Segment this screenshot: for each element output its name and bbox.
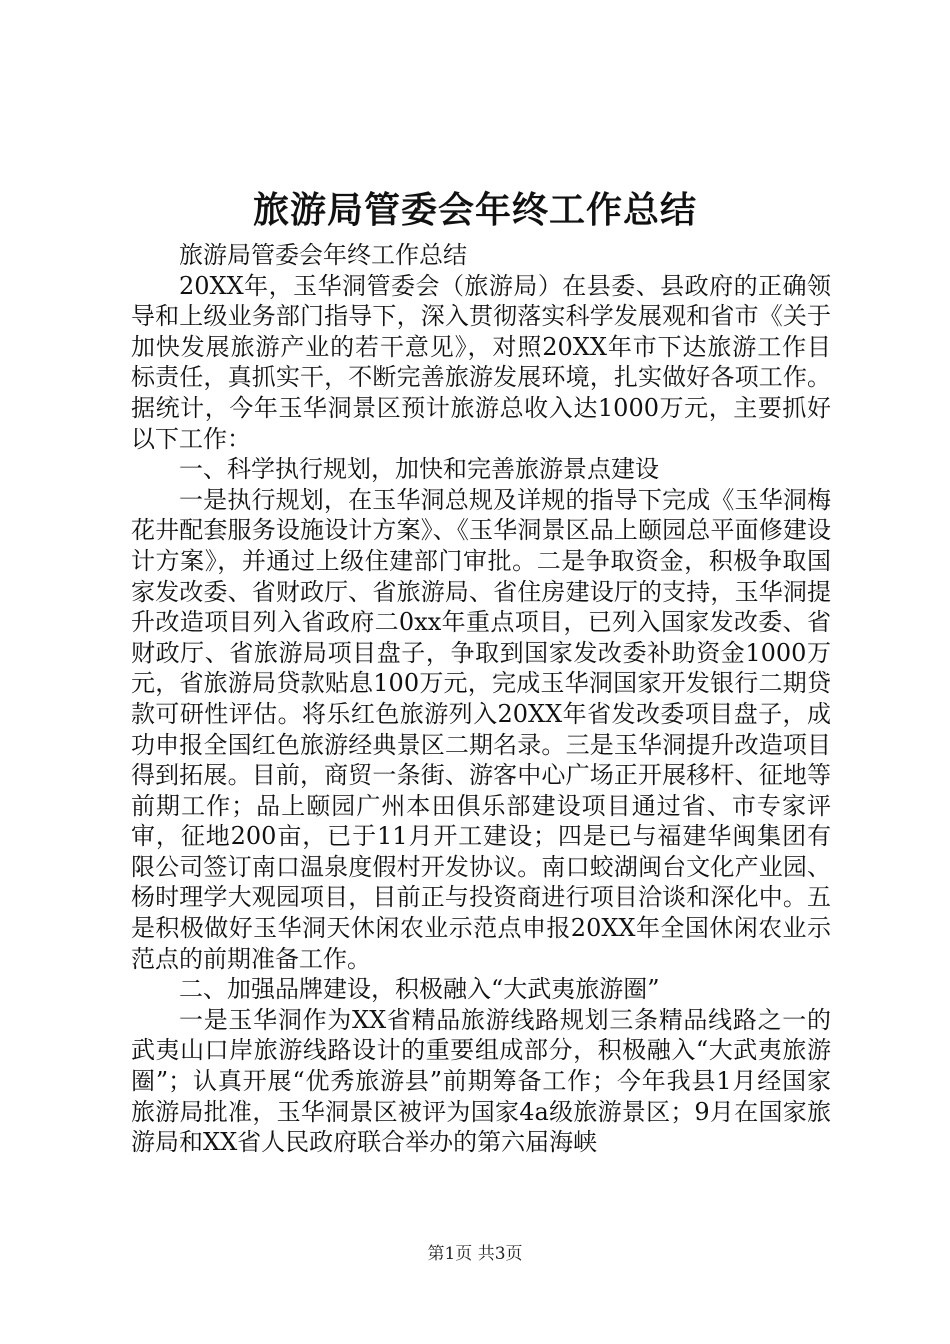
paragraph-section-1: 一是执行规划，在玉华洞总规及详规的指导下完成《玉华洞梅花井配套服务设施设计方案》、《玉华洞景区品上颐园总平面修建设计方案》，并通过上级住建部门审批。二是争取资金，积极争取国家发改委、省财政厅、省旅游局、省住房建设厅的支持，玉华洞提升改造项目列入省政府二0xx年重点项目，已列入国家发改委、省财政厅、省旅游局项目盘子，争取到国家发改委补助资金1000万元，省旅游局贷款贴息100万元，完成玉华洞国家开发银行二期贷款可研性评估。将乐红色旅游列入20XX年省发改委项目盘子，成功申报全国红色旅游经典景区二期名录。三是玉华洞提升改造项目得到拓展。目前，商贸一条街、游客中心广场正开展移杆、征地等前期工作；品上颐园广州本田俱乐部建设项目通过省、市专家评审，征地200亩，已于11月开工建设；四是已与福建华闽集团有限公司签订南口温泉度假村开发协议。南口蛟湖闽台文化产业园、杨时理学大观园项目，目前正与投资商进行项目洽谈和深化中。五是积极做好玉华洞天休闲农业示范点申报20XX年全国休闲农业示范点的前期准备工作。 [131,485,831,973]
page-number-footer: 第1页 共3页 [427,1244,523,1264]
paragraph-section-2: 一是玉华洞作为XX省精品旅游线路规划三条精品线路之一的武夷山口岸旅游线路设计的重要组成部分，积极融入“大武夷旅游圈”；认真开展“优秀旅游县”前期筹备工作；今年我县1月经国家旅游局批准，玉华洞景区被评为国家4a级旅游景区；9月在国家旅游局和XX省人民政府联合举办的第六届海峡 [131,1005,831,1157]
paragraph-heading-repeat: 旅游局管委会年终工作总结 [179,241,467,269]
paragraph-intro: 20XX年，玉华洞管委会（旅游局）在县委、县政府的正确领导和上级业务部门指导下，深入贯彻落实科学发展观和省市《关于加快发展旅游产业的若干意见》，对照20XX年市下达旅游工作目标责任，真抓实干，不断完善旅游发展环境，扎实做好各项工作。据统计，今年玉华洞景区预计旅游总收入达1000万元，主要抓好以下工作： [131,271,831,453]
section-heading-1: 一、科学执行规划，加快和完善旅游景点建设 [179,455,659,484]
document-body [131,240,831,1158]
section-heading-2: 二、加强品牌建设，积极融入“大武夷旅游圈” [179,975,660,1004]
document-title: 旅游局管委会年终工作总结 [252,189,697,231]
